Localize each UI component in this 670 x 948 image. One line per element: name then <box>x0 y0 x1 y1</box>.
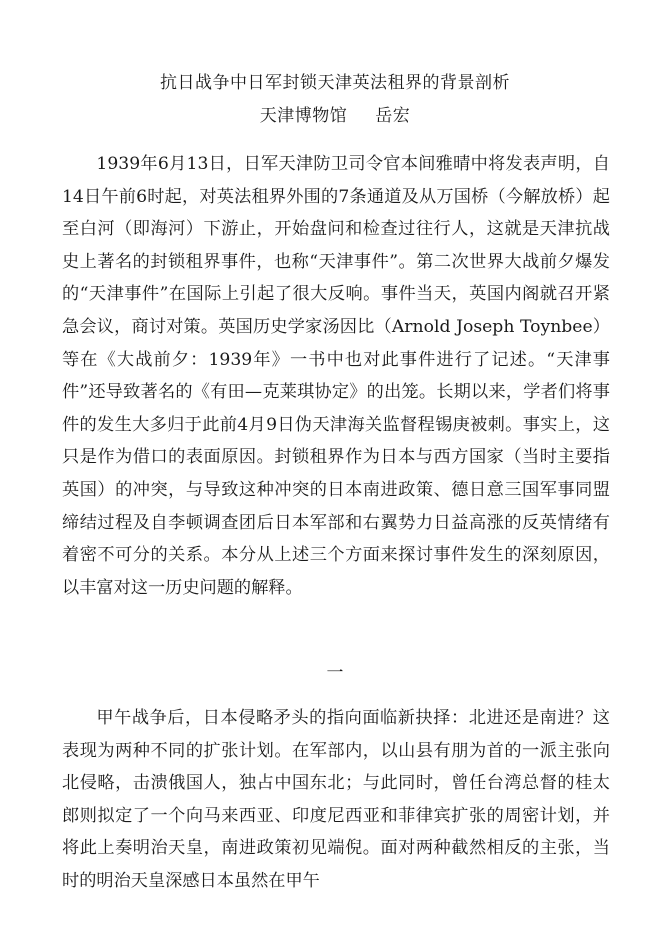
section-heading: 一 <box>326 663 344 683</box>
paragraph-section-one: 甲午战争后，日本侵略矛头的指向面临新抉择：北进还是南进？这表现为两种不同的扩张计划。在军部内，以山县有朋为首的一派主张向北侵略，击溃俄国人，独占中国东北；与此同时，曾任台湾总督的桂太郎则拟定了一个向马来西亚、印度尼西亚和菲律宾扩张的周密计划，并将此上奏明治天皇，南进政策初见端倪。面对两种截然相反的主张，当时的明治天皇深感日本虽然在甲午 <box>62 708 610 891</box>
author-line <box>0 105 670 127</box>
paragraph-intro: 1939年6月13日，日军天津防卫司令官本间雅晴中将发表声明，自14日午前6时起，对英法租界外围的7条通道及从万国桥（今解放桥）起至白河（即海河）下游止，开始盘问和检查过往行人，这就是天津抗战史上著名的封锁租界事件，也称“天津事件”。第二次世界大战前夕爆发的“天津事件”在国际上引起了很大反响。事件当天，英国内阁就召开紧急会议，商讨对策。英国历史学家汤因比（Arnold Joseph Toynbee）等在《大战前夕：1939年》一书中也对此事件进行了记述。“天津事件”还导致著名的《有田—克莱琪协定》的出笼。长期以来，学者们将事件的发生大多归于此前4月9日伪天津海关监督程锡庚被刺。事实上，这只是作为借口的表面原因。封锁租界作为日本与西方国家（当时主要指英国）的冲突，与导致这种冲突的日本南进政策、德日意三国军事同盟缔结过程及自李顿调查团后日本军部和右翼势力日益高涨的反英情绪有着密不可分的关系。本分从上述三个方面来探讨事件发生的深刻原因，以丰富对这一历史问题的解释。 <box>62 154 610 598</box>
document-title: 抗日战争中日军封锁天津英法租界的背景剖析 <box>160 73 510 93</box>
author-name: 岳宏 <box>375 106 411 126</box>
institution-name: 天津博物馆 <box>259 106 348 126</box>
